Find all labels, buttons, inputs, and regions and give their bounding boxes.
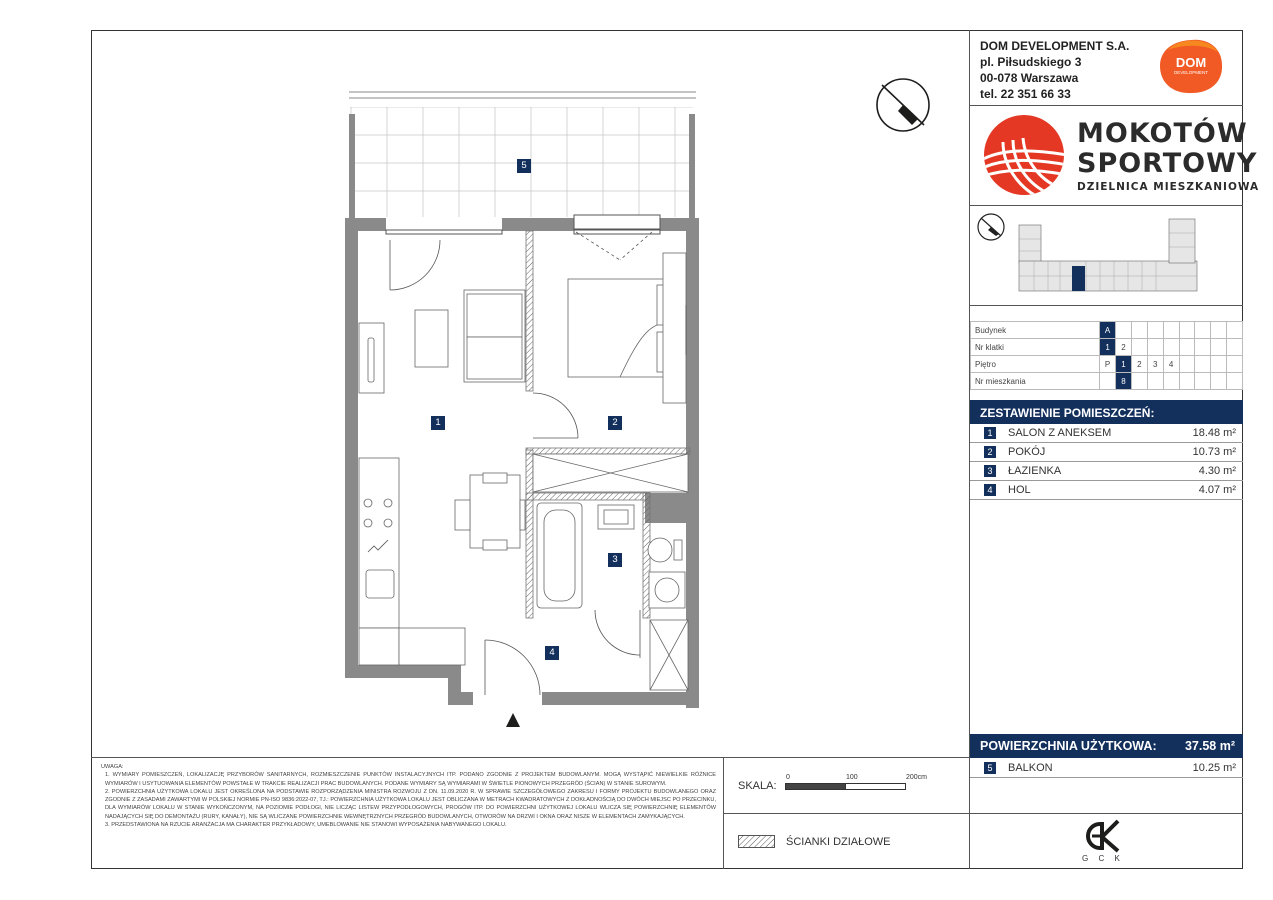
- company-phone: tel. 22 351 66 33: [980, 87, 1071, 101]
- notes-title: UWAGA:: [101, 764, 124, 770]
- location-row-apartment: Nr mieszkania 8: [971, 373, 1243, 390]
- kitchen: [359, 323, 465, 665]
- key-plan-compass-icon: [976, 212, 1006, 242]
- location-row-stairwell: Nr klatki 1 2: [971, 339, 1243, 356]
- key-plan-highlighted-unit: [1072, 266, 1085, 291]
- entrance-arrow-icon: [506, 713, 520, 727]
- partition-wall-hatch-icon: [738, 835, 776, 849]
- plan-label-balcony: 5: [517, 159, 531, 173]
- logo-text-dom: DOM: [1175, 55, 1207, 70]
- company-street: pl. Piłsudskiego 3: [980, 55, 1082, 69]
- mokotow-sportowy-emblem: [983, 114, 1067, 198]
- company-address: [980, 38, 1129, 102]
- plan-label-room-2: 2: [608, 416, 622, 430]
- total-area-bar: [970, 734, 1243, 758]
- room-row: 3 ŁAZIENKA 4.30 m²: [970, 462, 1243, 481]
- divider: [969, 305, 1243, 306]
- brand-line-2: SPORTOWY: [1077, 148, 1258, 179]
- scale-tick: 200cm: [906, 774, 928, 781]
- logo-text-development: DEVELOPMENT: [1173, 70, 1209, 75]
- note-item: 3. PRZEDSTAWIONA NA RZUCIE ARANŻACJA MA CHARAKTER PRZYKŁADOWY, UMEBLOWANIE NIE STANOWI WYPOSAŻENIA NABYWANEGO LOKALU.: [105, 822, 507, 829]
- plan-label-room-3: 3: [608, 553, 622, 567]
- location-table: [970, 321, 1243, 390]
- balcony-row: 5 BALKON 10.25 m²: [970, 759, 1243, 778]
- total-area-value: 37.58 m²: [1184, 739, 1235, 753]
- scale-tick: 100: [846, 774, 858, 781]
- divider: [91, 757, 969, 758]
- brand-wordmark: [1077, 119, 1259, 193]
- gck-letters: G C K: [1082, 854, 1124, 863]
- bathroom-fixtures: [537, 503, 688, 690]
- company-city: 00-078 Warszawa: [980, 71, 1079, 85]
- balcony: [349, 92, 696, 218]
- room-row: 4 HOL 4.07 m²: [970, 481, 1243, 500]
- brand-line-1: MOKOTÓW: [1077, 118, 1248, 149]
- notes-block: [101, 763, 716, 829]
- location-row-building: Budynek A: [971, 322, 1243, 339]
- company-name: DOM DEVELOPMENT S.A.: [980, 39, 1130, 53]
- dom-development-logo: [1156, 36, 1226, 96]
- divider: [723, 813, 969, 814]
- compass-icon: [874, 77, 932, 133]
- plan-label-room-1: 1: [431, 416, 445, 430]
- divider: [969, 813, 1243, 814]
- rooms-header: ZESTAWIENIE POMIESZCZEŃ:: [970, 400, 1243, 424]
- room-row: 2 POKÓJ 10.73 m²: [970, 443, 1243, 462]
- plan-label-room-4: 4: [545, 646, 559, 660]
- note-item: 2. POWIERZCHNIA UŻYTKOWA LOKALU JEST OKREŚLONA NA PODSTAWIE ROZPORZĄDZENIA MINISTRA ROZWOJU Z DN. 11.09.2020 R. W SPRAWIE SZCZEGÓŁOWEGO ZAKRESU I FORMY PROJEKTU BUDOWLANEGO ORAZ ZGODNIE Z ZASADAMI ZAWARTYMI W POLSKIEJ NORMIE PN-ISO 9836:2022-07, TJ.: POWIERZCHNIA UŻYTKOWA LOKALU JEST OBLICZANA W METRACH KWADRATOWYCH Z DOKŁADNOŚCIĄ DO DWÓCH MIEJSC PO PRZECINKU, DLA WYMIARÓW LOKALU W STANIE WYKOŃCZONYM, NA POZIOMIE PODŁOGI, NIE LICZĄC LISTEW PRZYPODŁOGOWYCH, PROGÓW ITP. DO POWIERZCHNI UŻYTKOWEJ LOKALU WLICZA SIĘ POWIERZCHNIĘ ELEMENTÓW NADAJĄCYCH SIĘ DO DEMONTAŻU (RURY, KANAŁY), NIE SĄ WLICZANE POWIERZCHNIE WEWNĘTRZNYCH PRZEGRÓD BUDOWLANYCH, OTWORÓW NA DRZWI I OKNA ORAZ NISZE W ELEMENTACH ZAMYKAJĄCYCH.: [105, 788, 716, 820]
- legend-label: ŚCIANKI DZIAŁOWE: [786, 836, 891, 848]
- scale-bar: [785, 783, 909, 791]
- brand-line-3: DZIELNICA MIESZKANIOWA: [1077, 181, 1260, 193]
- note-item: 1. WYMIARY POMIESZCZEŃ, LOKALIZACJĘ PRZYBORÓW SANITARNYCH, ROZMIESZCZENIE PUNKTÓW INSTALACYJNYCH ITP. PODANO ZGODNIE Z PROJEKTEM BUDOWLANYM. MOGĄ WYSTĄPIĆ NIEWIELKIE RÓŻNICE WYMIARÓW I USYTUOWANIA ELEMENTÓW POWSTAŁE W TRAKCIE REALIZACJI PRAC BUDOWLANYCH. PODANE WYMIARY SĄ WYMIARAMI W ŚWIETLE PIONOWYCH PRZEGRÓD (ŚCIAN) W STANIE SUROWYM.: [105, 772, 716, 787]
- scale-label: SKALA:: [738, 780, 777, 792]
- room-row: 1 SALON Z ANEKSEM 18.48 m²: [970, 424, 1243, 443]
- scale-tick: 0: [786, 774, 790, 781]
- total-area-label: POWIERZCHNIA UŻYTKOWA:: [980, 739, 1157, 753]
- divider: [969, 205, 1243, 206]
- building-key-plan: [1014, 215, 1202, 297]
- floor-plan: [330, 80, 720, 730]
- location-row-floor: Piętro P 1 2 3 4: [971, 356, 1243, 373]
- divider: [969, 105, 1243, 106]
- bedroom-furniture: [568, 253, 686, 403]
